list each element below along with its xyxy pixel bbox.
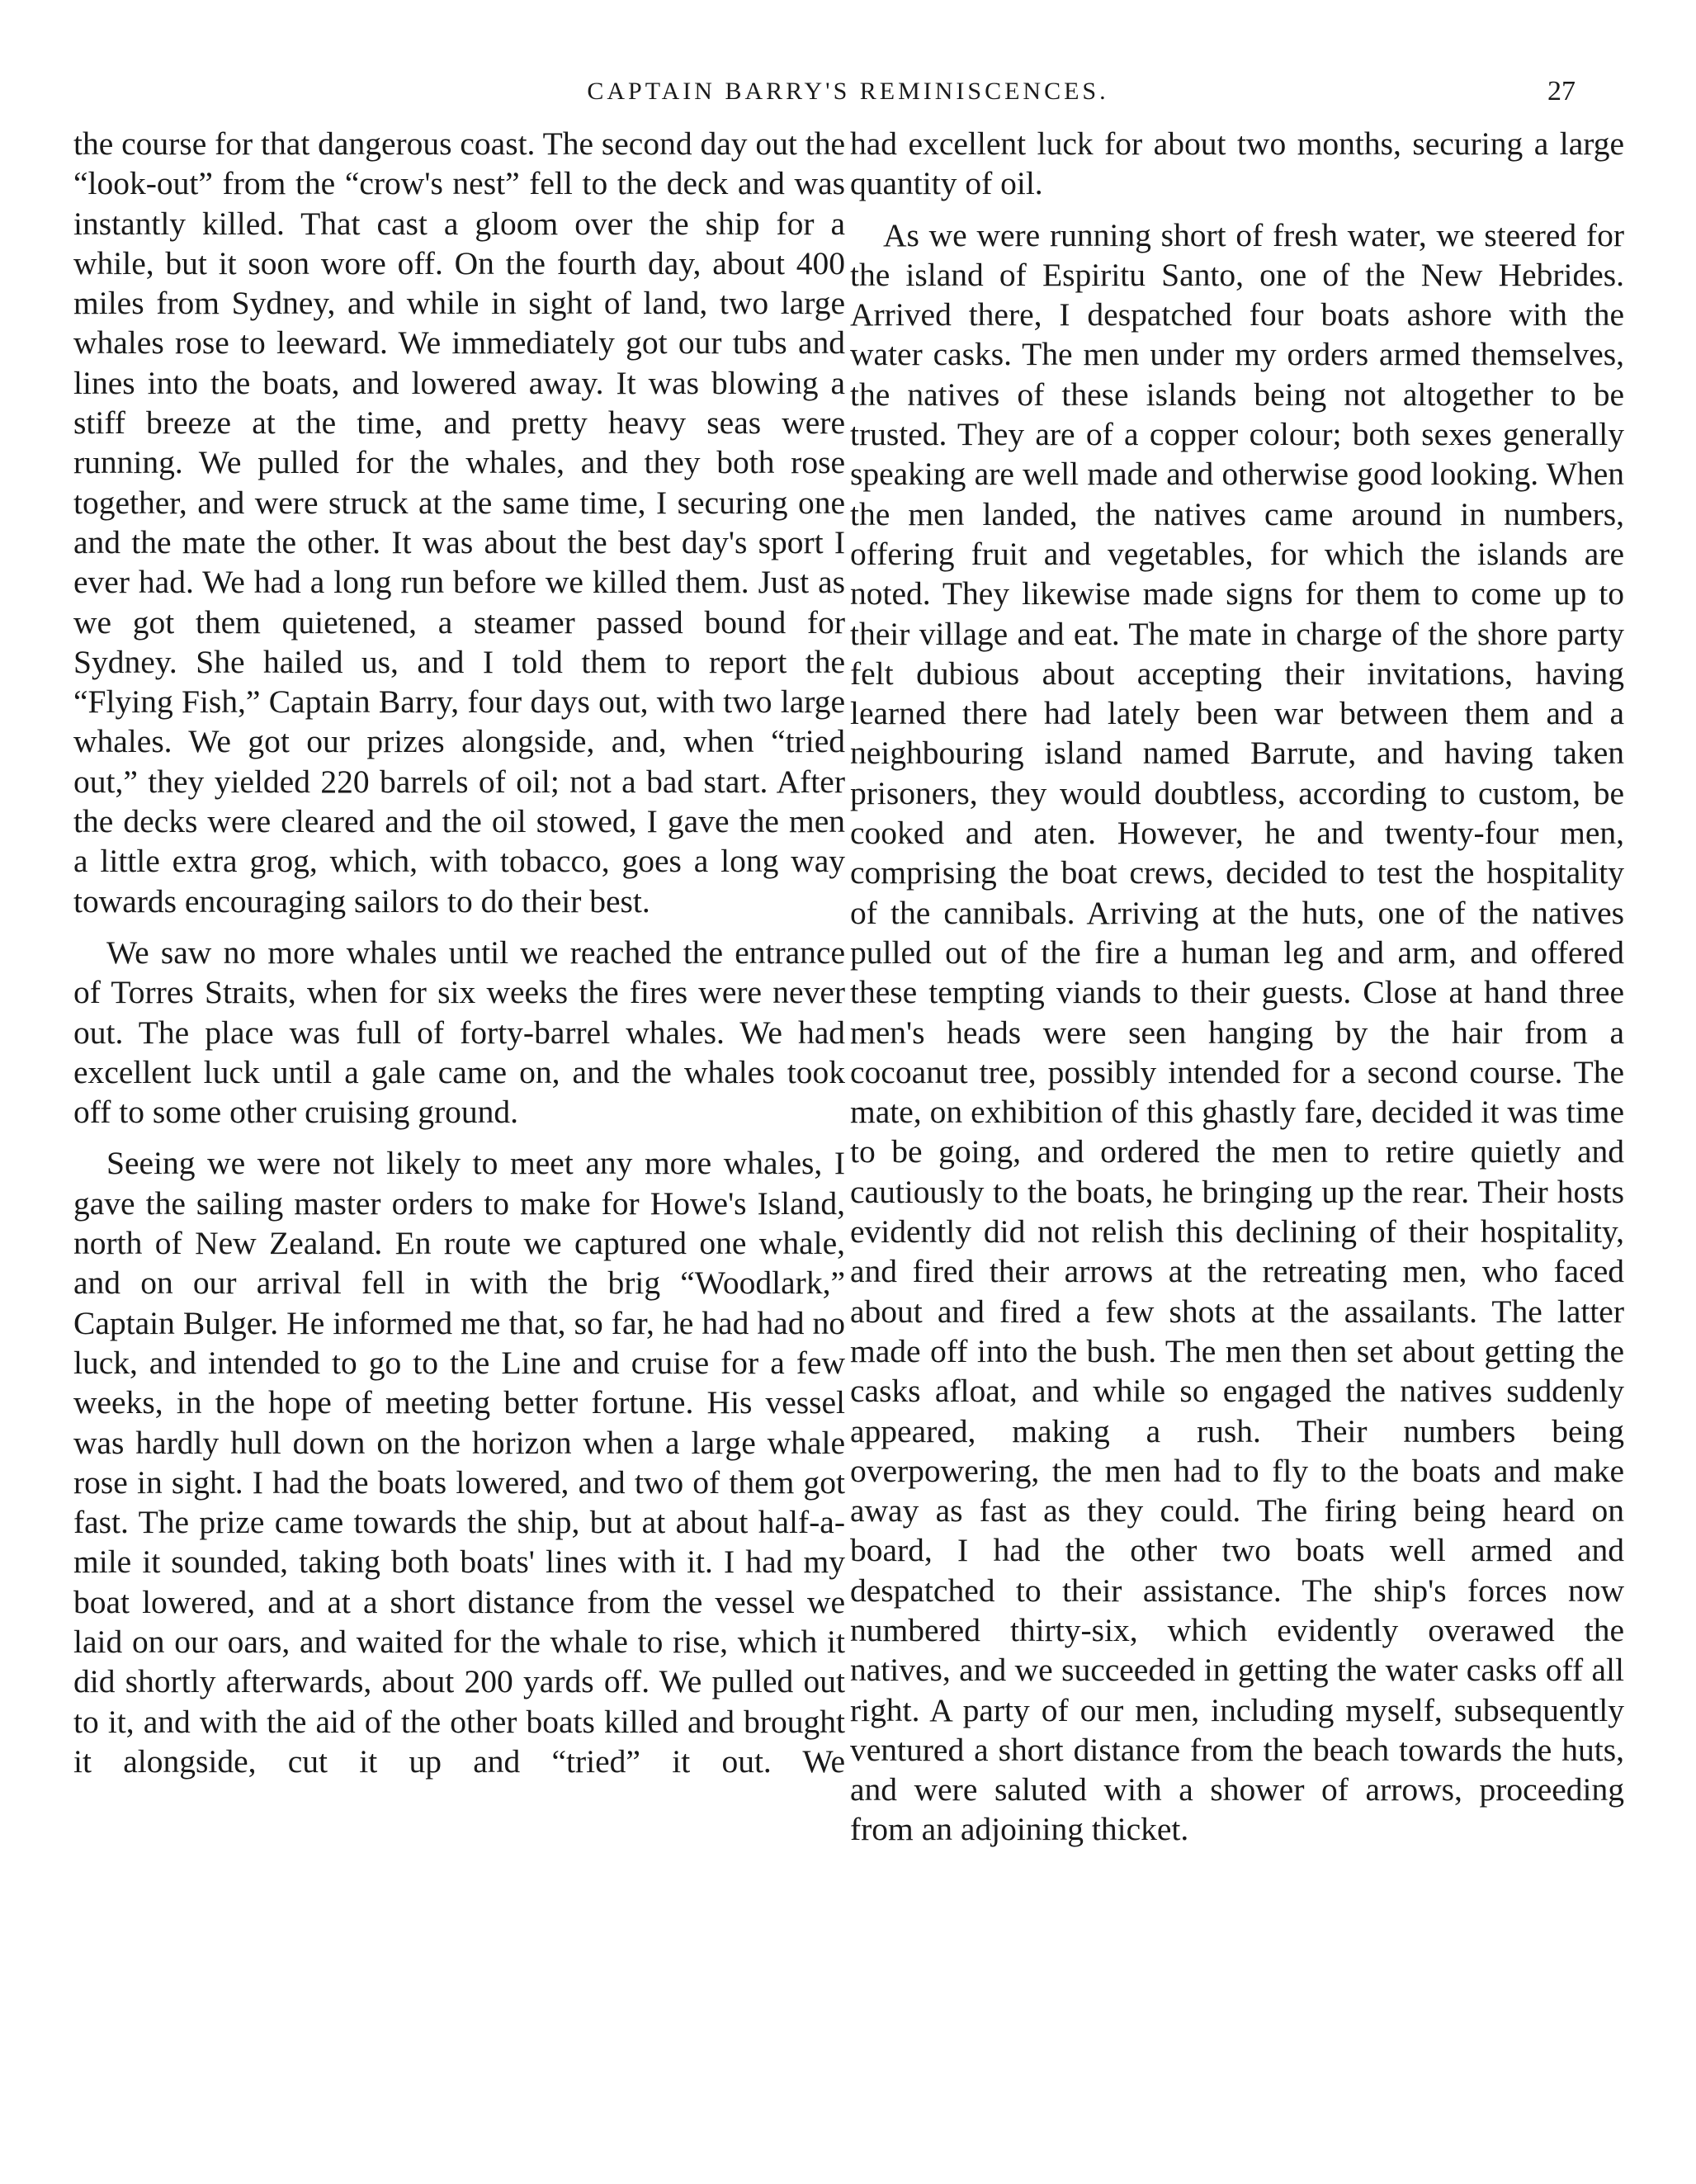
right-column (850, 124, 1624, 1861)
page-number: 27 (1547, 76, 1576, 106)
page-header (0, 71, 1696, 112)
paragraph: As we were running short of fresh water, we steered for the island of Espiritu Santo, one of the New Hebrides. Arrived there, I despatched four boats ashore with the water casks. The men under my orders armed themselves, the natives of these islands being not altogether to be trusted. They are of a copper colour; both sexes generally speaking are well made and otherwise good looking. When the men landed, the natives came around in numbers, offering fruit and vegetables, for which the islands are noted. They likewise made signs for them to come up to their village and eat. The mate in charge of the shore party felt dubious about accepting their invitations, having learned there had lately been war between them and a neighbouring island named Barrute, and having taken prisoners, they would doubtless, according to custom, be cooked and aten. However, he and twenty-four men, comprising the boat crews, decided to test the hospitality of the cannibals. Arriving at the huts, one of the natives pulled out of the fire a human leg and arm, and offered these tempting viands to their guests. Close at hand three men's heads were seen hanging by the hair from a cocoanut tree, possibly intended for a second course. The mate, on exhibition of this ghastly fare, decided it was time to be going, and ordered the men to retire quietly and cautiously to the boats, he bringing up the rear. Their hosts evidently did not relish this declining of their hospitality, and fired their arrows at the retreating men, who faced about and fired a few shots at the assailants. The latter made off into the bush. The men then set about getting the casks afloat, and while so engaged the natives suddenly appeared, making a rush. Their numbers being overpowering, the men had to fly to the boats and make away as fast as they could. The firing being heard on board, I had the other two boats well armed and despatched to their assistance. The ship's forces now numbered thirty-six, which evidently overawed the natives, and we succeeded in getting the water casks off all right. A party of our men, including myself, subsequently ventured a short distance from the beach towards the huts, and were saluted with a shower of arrows, proceeding from an adjoining thicket. (850, 216, 1624, 1848)
paragraph: We saw no more whales until we reached the entrance of Torres Straits, when for six weeks the fires were never out. The place was full of forty-barrel whales. We had excellent luck until a gale came on, and the whales took off to some other cruising ground. (73, 934, 845, 1131)
paragraph: had excellent luck for about two months, securing a large quantity of oil. (850, 125, 1624, 202)
left-column (73, 124, 845, 1793)
paragraph: the course for that dangerous coast. The second day out the “look-out” from the “crow's nest” fell to the deck and was instantly killed. That cast a gloom over the ship for a while, but it soon wore off. On the fourth day, about 400 miles from Sydney, and while in sight of land, two large whales rose to leeward. We immediately got our tubs and lines into the boats, and lowered away. It was blowing a stiff breeze at the time, and pretty heavy seas were running. We pulled for the whales, and they both rose together, and were struck at the same time, I securing one and the mate the other. It was about the best day's sport I ever had. We had a long run before we killed them. Just as we got them quietened, a steamer passed bound for Sydney. She hailed us, and I told them to report the “Flying Fish,” Captain Barry, four days out, with two large whales. We got our prizes alongside, and, when “tried out,” they yielded 220 barrels of oil; not a bad start. After the decks were cleared and the oil stowed, I gave the men a little extra grog, which, with tobacco, goes a long way towards encouraging sailors to do their best. (73, 125, 845, 919)
paragraph: Seeing we were not likely to meet any more whales, I gave the sailing master orders to make for Howe's Island, north of New Zealand. En route we captured one whale, and on our arrival fell in with the brig “Woodlark,” Captain Bulger. He informed me that, so far, he had had no luck, and intended to go to the Line and cruise for a few weeks, in the hope of meeting better fortune. His vessel was hardly hull down on the horizon when a large whale rose in sight. I had the boats lowered, and two of them got fast. The prize came towards the ship, but at about half-a-mile it sounded, taking both boats' lines with it. I had my boat lowered, and at a short distance from the vessel we laid on our oars, and waited for the whale to rise, which it did shortly afterwards, about 200 yards off. We pulled out to it, and with the aid of the other boats killed and brought it alongside, cut it up and “tried” it out. We (73, 1145, 845, 1780)
running-title: CAPTAIN BARRY'S REMINISCENCES. (587, 78, 1109, 105)
